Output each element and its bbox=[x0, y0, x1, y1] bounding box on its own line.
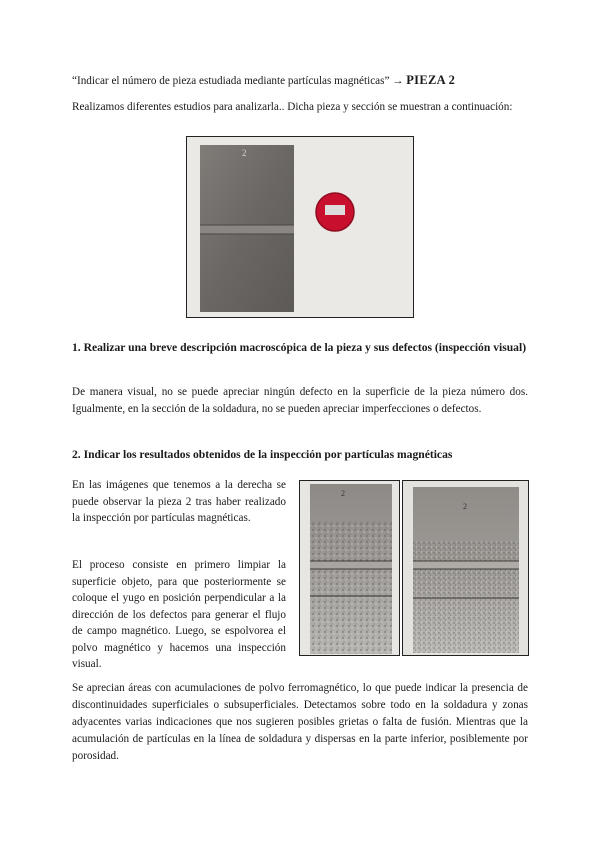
mpi-right-number: 2 bbox=[463, 502, 467, 511]
section-sample bbox=[325, 205, 345, 215]
arrow-icon: → bbox=[392, 75, 404, 87]
specimen-photo bbox=[186, 136, 414, 318]
section2-column-paragraph-1: En las imágenes que tenemos a la derecha se puede observar la pieza 2 tras haber realizado la inspección por partículas magnéticas. bbox=[72, 479, 286, 524]
section1-heading: 1. Realizar una breve descripción macroscópica de la pieza y sus defectos (inspección visual) bbox=[72, 341, 527, 354]
section2-column-paragraph-2: El proceso consiste en primero limpiar la superficie objeto, para que posteriormente se coloque el yugo en posición perpendicular a la dirección de los defectos para generar el flujo de campo magnético. Luego, se espolvorea el polvo magnético y hacemos una inspección visual. bbox=[72, 559, 286, 670]
mpi-photo-right bbox=[402, 480, 529, 656]
specimen-illustration bbox=[187, 137, 413, 317]
intro-question-line bbox=[72, 72, 528, 90]
intro-question: “Indicar el número de pieza estudiada mediante partículas magnéticas” bbox=[72, 75, 390, 87]
intro-answer: PIEZA 2 bbox=[406, 73, 456, 87]
intro-paragraph: Realizamos diferentes estudios para analizarla.. Dicha pieza y sección se muestran a continuación: bbox=[72, 101, 513, 113]
mpi-left-number: 2 bbox=[341, 489, 345, 498]
mpi-photo-left bbox=[299, 480, 400, 656]
mpi-illustration-left bbox=[300, 481, 399, 655]
section2-heading: 2. Indicar los resultados obtenidos de la inspección por partículas magnéticas bbox=[72, 448, 453, 461]
section1-paragraph: De manera visual, no se puede apreciar ningún defecto en la superficie de la pieza número dos. Igualmente, en la sección de la soldadura, no se pueden apreciar imperfecciones o defectos. bbox=[72, 386, 528, 415]
weld-bead bbox=[200, 225, 294, 234]
specimen-number: 2 bbox=[242, 148, 247, 158]
section2-paragraph: Se aprecian áreas con acumulaciones de polvo ferromagnético, lo que puede indicar la presencia de discontinuidades superficiales o subsuperficiales. Detectamos sobre todo en la soldadura y zonas adyacentes varias indicaciones que nos sugieren posibles grietas o falta de fusión. Mientras que la acumulación de partículas en la línea de soldadura y dispersas en la parte inferior, posiblemente por porosidad. bbox=[72, 682, 528, 762]
